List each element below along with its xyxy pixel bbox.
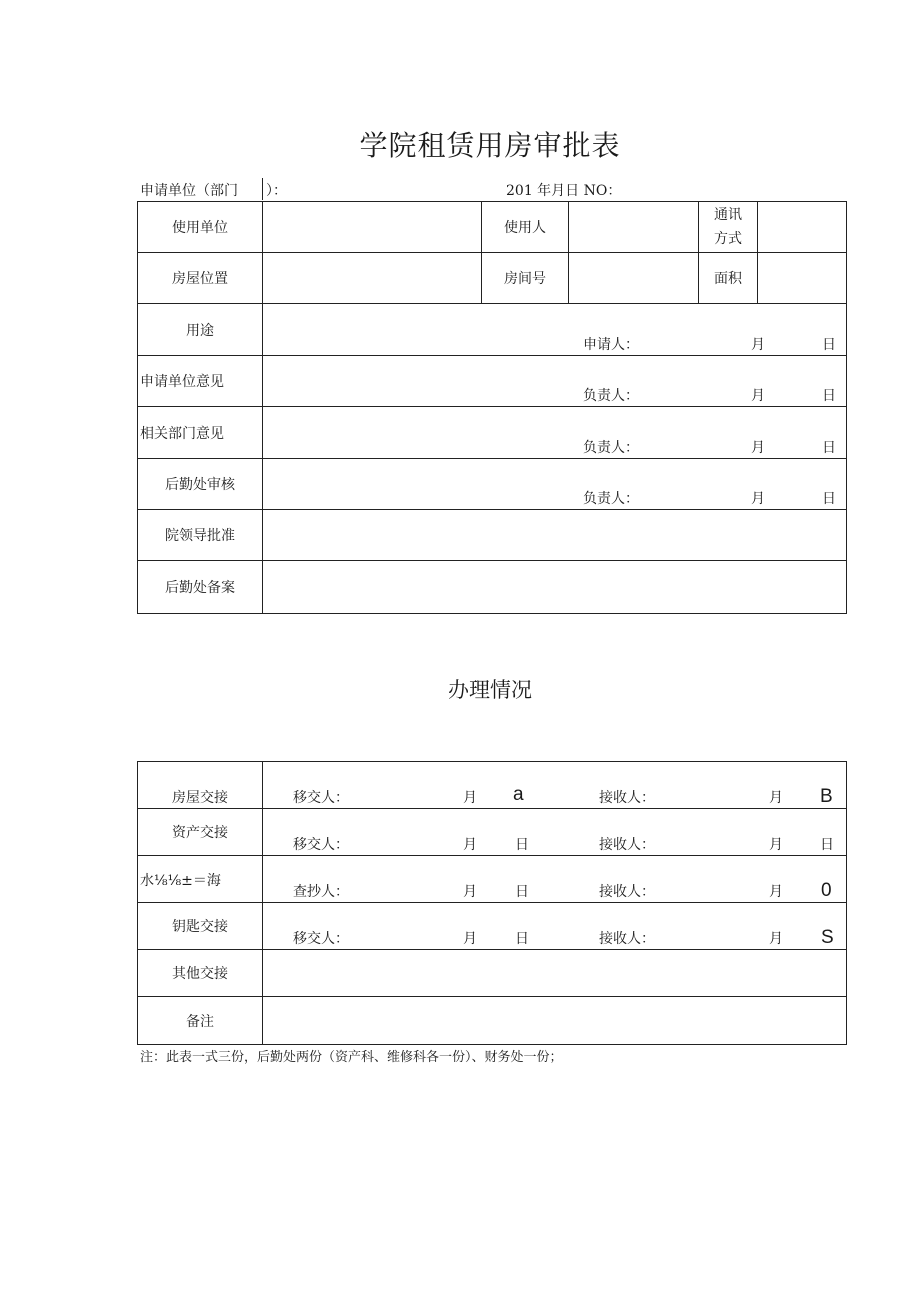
month-label: 月 (769, 884, 783, 900)
day-mark: B (820, 786, 833, 807)
month-label: 月 (463, 837, 477, 853)
transferor-label: 移交人： (293, 837, 349, 853)
logistics-review-field[interactable] (263, 459, 847, 510)
unit-opinion-field[interactable] (263, 356, 847, 407)
responsible-sign-label: 负责人： (583, 440, 639, 456)
user-label: 使用人 (482, 202, 569, 253)
day-label: 日 (822, 440, 836, 456)
table-row (138, 903, 847, 950)
month-label: 月 (769, 931, 783, 947)
responsible-sign-label: 负责人： (583, 388, 639, 404)
contact-label: 通讯 方式 (699, 202, 758, 253)
table-row (138, 762, 847, 809)
user-field[interactable] (569, 202, 699, 253)
use-unit-label: 使用单位 (138, 202, 263, 253)
applicant-sign-label: 申请人： (583, 337, 639, 353)
transferor-label: 移交人： (293, 790, 349, 806)
table-row (138, 202, 847, 253)
approval-table (137, 201, 847, 614)
location-field[interactable] (263, 253, 482, 304)
table-row (138, 950, 847, 997)
asset-handover-field[interactable] (263, 809, 847, 856)
reader-label: 查抄人： (293, 884, 349, 900)
table-row (138, 997, 847, 1045)
asset-handover-label: 资产交接 (172, 825, 228, 841)
dept-opinion-field[interactable] (263, 407, 847, 459)
table-row (138, 459, 847, 510)
table-row (138, 356, 847, 407)
receiver-label: 接收人： (599, 837, 655, 853)
leader-approval-field[interactable] (263, 510, 847, 561)
room-number-label: 房间号 (482, 253, 569, 304)
date-number-line: 201 年月日 NO： (506, 183, 622, 199)
day-mark: 0 (821, 880, 832, 901)
month-label: 月 (751, 388, 765, 404)
table-row (138, 809, 847, 856)
footnote: 注：此表一式三份，后勤处两份（资产科、维修科各一份）、财务处一份； (140, 1050, 563, 1065)
logistics-review-label: 后勤处审核 (138, 459, 263, 510)
applicant-unit-close: ）： (266, 183, 287, 199)
month-label: 月 (751, 337, 765, 353)
day-mark: a (513, 784, 524, 805)
unit-opinion-label: 申请单位意见 (138, 356, 263, 407)
receiver-label: 接收人： (599, 884, 655, 900)
month-label: 月 (769, 837, 783, 853)
handling-title: 办理情况 (448, 678, 532, 702)
logistics-record-label: 后勤处备案 (138, 561, 263, 614)
house-handover-field[interactable] (263, 762, 847, 809)
area-field[interactable] (758, 253, 847, 304)
logistics-record-field[interactable] (263, 561, 847, 614)
month-label: 月 (751, 440, 765, 456)
day-label: 日 (822, 337, 836, 353)
house-handover-label: 房屋交接 (172, 790, 228, 806)
table-row (138, 407, 847, 459)
dept-opinion-label: 相关部门意见 (138, 407, 263, 459)
table-row (138, 253, 847, 304)
table-row (138, 856, 847, 903)
month-label: 月 (751, 491, 765, 507)
receiver-label: 接收人： (599, 931, 655, 947)
month-label: 月 (463, 884, 477, 900)
fill-divider (262, 178, 263, 200)
receiver-label: 接收人： (599, 790, 655, 806)
remarks-field[interactable] (263, 997, 847, 1045)
contact-field[interactable] (758, 202, 847, 253)
purpose-field[interactable] (263, 304, 847, 356)
day-label: 日 (515, 931, 529, 947)
area-label: 面积 (699, 253, 758, 304)
page-title: 学院租赁用房审批表 (359, 129, 621, 162)
handling-table (137, 761, 847, 1045)
day-label: 日 (515, 837, 529, 853)
room-number-field[interactable] (569, 253, 699, 304)
other-handover-label: 其他交接 (138, 950, 263, 997)
location-label: 房屋位置 (138, 253, 263, 304)
day-mark: S (821, 927, 834, 948)
key-handover-field[interactable] (263, 903, 847, 950)
table-row (138, 304, 847, 356)
month-label: 月 (769, 790, 783, 806)
remarks-label: 备注 (138, 997, 263, 1045)
responsible-sign-label: 负责人： (583, 491, 639, 507)
day-label: 日 (515, 884, 529, 900)
applicant-unit-label: 申请单位（部门 (140, 183, 238, 199)
meter-handover-label: 水⅛⅛±＝海 (140, 873, 221, 889)
house-handover-cell (138, 762, 263, 809)
meter-handover-field[interactable] (263, 856, 847, 903)
transferor-label: 移交人： (293, 931, 349, 947)
use-unit-field[interactable] (263, 202, 482, 253)
table-row (138, 561, 847, 614)
month-label: 月 (463, 790, 477, 806)
meter-handover-cell (138, 856, 263, 903)
month-label: 月 (463, 931, 477, 947)
asset-handover-cell (138, 809, 263, 856)
key-handover-label: 钥匙交接 (172, 919, 228, 935)
key-handover-cell (138, 903, 263, 950)
day-label: 日 (822, 491, 836, 507)
day-label: 日 (822, 388, 836, 404)
day-label: 日 (820, 837, 834, 853)
leader-approval-label: 院领导批准 (138, 510, 263, 561)
other-handover-field[interactable] (263, 950, 847, 997)
purpose-label: 用途 (138, 304, 263, 356)
table-row (138, 510, 847, 561)
